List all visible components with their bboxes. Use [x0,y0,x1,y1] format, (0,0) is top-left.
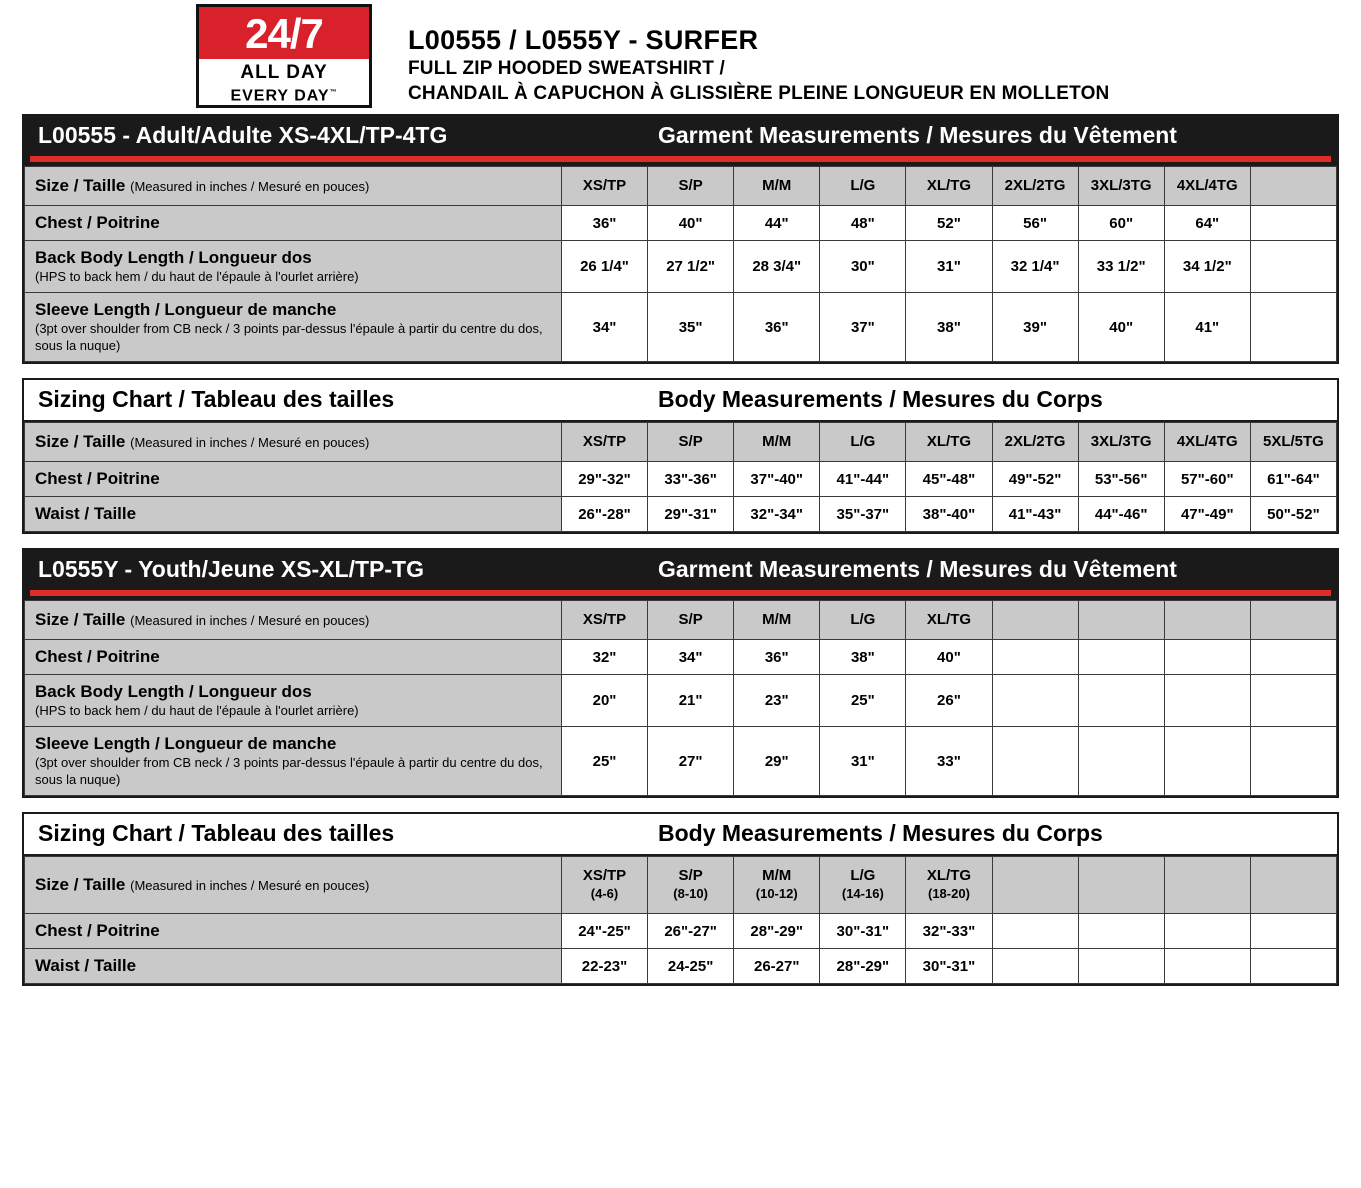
banner-right-adult-garment: Garment Measurements / Mesures du Vêtement [658,122,1177,148]
size-label-cell [25,601,562,640]
measurement-cell: 53"-56" [1078,462,1164,497]
table-row [25,675,1337,727]
size-header: M/M [734,423,820,462]
size-label-note: (Measured in inches / Mesuré en pouces) [130,178,370,194]
measurement-cell: 41" [1164,293,1250,362]
row-label-main: Sleeve Length / Longueur de manche [35,300,337,319]
measurement-cell: 28 3/4" [734,241,820,293]
measurement-cell: 26 1/4" [561,241,647,293]
measurement-cell: 27" [648,727,734,796]
size-header: S/P [648,601,734,640]
measurement-cell: 26" [906,675,992,727]
size-header: S/P [648,423,734,462]
row-label-sub: (HPS to back hem / du haut de l'épaule à l'ourlet arrière) [35,269,359,284]
size-header: L/G [820,601,906,640]
banner-wrap-adult-garment [24,116,1337,166]
red-accent-bar [30,590,1331,596]
table-row [25,206,1337,241]
measurement-cell: 40" [1078,293,1164,362]
size-header-empty [1078,857,1164,914]
row-label-cell [25,293,562,362]
size-header: 3XL/3TG [1078,167,1164,206]
measurement-cell: 34" [648,640,734,675]
banner-left-youth-garment: L0555Y - Youth/Jeune XS-XL/TP-TG [38,556,424,582]
banner-left-adult-body: Sizing Chart / Tableau des tailles [38,386,395,412]
size-header-age: (14-16) [841,886,884,901]
size-header-text: S/P [678,867,703,884]
banner-adult-body [24,380,1337,422]
logo-tagline [199,59,369,105]
row-label-main: Waist / Taille [35,504,137,523]
size-header-age: (8-10) [673,886,708,901]
measurement-cell: 27 1/2" [648,241,734,293]
size-label-note: (Measured in inches / Mesuré en pouces) [130,877,370,893]
size-label-main [35,175,551,197]
size-label-note: (Measured in inches / Mesuré en pouces) [130,434,370,450]
measurement-cell: 49"-52" [992,462,1078,497]
row-label-sub: (3pt over shoulder from CB neck / 3 points par-dessus l'épaule à partir du centre du dos, sous la nuque) [35,755,543,787]
measurement-cell: 36" [561,206,647,241]
table-row [25,914,1337,949]
measurement-cell: 36" [734,293,820,362]
measurement-cell: 32"-33" [906,914,992,949]
measurement-cell: 35"-37" [820,497,906,532]
measurement-cell-empty [992,675,1078,727]
measurement-cell-empty [1078,640,1164,675]
measurement-cell-empty [1078,727,1164,796]
page-subtitle-line1: FULL ZIP HOODED SWEATSHIRT / [408,58,725,79]
brand-logo [196,4,372,108]
size-header: 4XL/4TG [1164,423,1250,462]
table-adult-garment [24,166,1337,362]
measurement-cell: 24-25" [648,949,734,984]
measurement-cell: 40" [648,206,734,241]
size-header [820,857,906,914]
measurement-cell: 24"-25" [561,914,647,949]
row-label-cell [25,206,562,241]
measurement-cell-empty [1250,949,1336,984]
size-header: XS/TP [561,167,647,206]
size-header: L/G [820,167,906,206]
size-label-cell [25,857,562,914]
measurement-cell: 23" [734,675,820,727]
size-header [648,857,734,914]
measurement-cell: 39" [992,293,1078,362]
trademark-symbol: ™ [329,89,338,96]
size-header: S/P [648,167,734,206]
measurement-cell-empty [1078,675,1164,727]
measurement-cell: 52" [906,206,992,241]
measurement-cell: 32" [561,640,647,675]
size-header-text: XS/TP [582,867,627,884]
banner-youth-garment [24,550,1337,590]
size-header: 5XL/5TG [1250,423,1336,462]
table-row [25,293,1337,362]
measurement-cell: 30" [820,241,906,293]
section-adult-body [22,378,1339,534]
size-header-empty [992,601,1078,640]
measurement-cell-empty [1250,206,1336,241]
banner-right-youth-garment: Garment Measurements / Mesures du Vêtement [658,556,1177,582]
size-header: M/M [734,167,820,206]
measurement-cell: 32 1/4" [992,241,1078,293]
measurement-cell: 40" [906,640,992,675]
size-header: 3XL/3TG [1078,423,1164,462]
row-label-main: Chest / Poitrine [35,921,160,940]
measurement-cell: 21" [648,675,734,727]
measurement-cell-empty [1250,675,1336,727]
measurement-cell: 47"-49" [1164,497,1250,532]
row-label-main: Back Body Length / Longueur dos [35,682,312,701]
size-header-empty [992,857,1078,914]
measurement-cell: 29"-31" [648,497,734,532]
measurement-cell: 33"-36" [648,462,734,497]
row-label-cell [25,914,562,949]
measurement-cell: 34" [561,293,647,362]
size-header-text: L/G [850,867,876,884]
measurement-cell-empty [1250,727,1336,796]
measurement-cell: 26-27" [734,949,820,984]
size-header: 2XL/2TG [992,423,1078,462]
measurement-cell: 28"-29" [734,914,820,949]
measurement-cell: 29"-32" [561,462,647,497]
measurement-cell: 38" [820,640,906,675]
measurement-cell: 44" [734,206,820,241]
banner-left-adult-garment: L00555 - Adult/Adulte XS-4XL/TP-4TG [38,122,448,148]
table-adult-body [24,422,1337,532]
size-header: 4XL/4TG [1164,167,1250,206]
size-header-empty [1250,167,1336,206]
table-row [25,727,1337,796]
measurement-cell: 28"-29" [820,949,906,984]
table-header-row [25,857,1337,914]
measurement-cell-empty [1164,949,1250,984]
logo-tagline-line2-text: EVERY DAY [230,87,330,105]
table-header-row [25,601,1337,640]
measurement-cell: 36" [734,640,820,675]
measurement-cell: 41"-44" [820,462,906,497]
measurement-cell: 57"-60" [1164,462,1250,497]
row-label-main: Chest / Poitrine [35,647,160,666]
table-youth-garment [24,600,1337,796]
document-header [22,0,1339,114]
size-header-empty [1078,601,1164,640]
size-label-text: Size / Taille [35,431,126,451]
measurement-cell-empty [1250,241,1336,293]
measurement-cell: 30"-31" [820,914,906,949]
row-label-cell [25,727,562,796]
size-header-empty [1164,857,1250,914]
size-label-cell [25,167,562,206]
logo-tagline-line2 [230,83,337,105]
size-header [734,857,820,914]
logo-tagline-line1: ALL DAY [240,62,328,83]
size-header-empty [1250,601,1336,640]
table-row [25,462,1337,497]
size-header-age: (10-12) [755,886,798,901]
measurement-cell-empty [1164,914,1250,949]
table-header-row [25,423,1337,462]
logo-24-7: 24/7 [199,7,369,59]
size-label-note: (Measured in inches / Mesuré en pouces) [130,612,370,628]
size-header: M/M [734,601,820,640]
table-row [25,640,1337,675]
row-label-main: Chest / Poitrine [35,213,160,232]
measurement-cell: 48" [820,206,906,241]
size-header [561,857,647,914]
table-row [25,497,1337,532]
measurement-cell: 29" [734,727,820,796]
measurement-cell-empty [992,949,1078,984]
measurement-cell: 38" [906,293,992,362]
measurement-cell-empty [992,914,1078,949]
measurement-cell: 26"-27" [648,914,734,949]
size-label-main [35,609,551,631]
measurement-cell: 31" [820,727,906,796]
measurement-cell-empty [1078,949,1164,984]
measurement-cell: 26"-28" [561,497,647,532]
size-header-empty [1164,601,1250,640]
table-row [25,949,1337,984]
banner-wrap-youth-garment [24,550,1337,600]
measurement-cell: 35" [648,293,734,362]
measurement-cell: 25" [820,675,906,727]
row-label-cell [25,675,562,727]
row-label-cell [25,497,562,532]
table-youth-body [24,856,1337,984]
measurement-cell: 37" [820,293,906,362]
banner-left-youth-body: Sizing Chart / Tableau des tailles [38,820,395,846]
measurement-cell: 61"-64" [1250,462,1336,497]
banner-adult-garment [24,116,1337,156]
measurement-cell-empty [1164,727,1250,796]
measurement-cell: 31" [906,241,992,293]
size-header: 2XL/2TG [992,167,1078,206]
measurement-cell-empty [992,727,1078,796]
size-header: L/G [820,423,906,462]
size-label-text: Size / Taille [35,874,126,894]
page-title: L00555 / L0555Y - SURFER [408,25,759,55]
measurement-cell: 22-23" [561,949,647,984]
section-youth-garment [22,548,1339,798]
row-label-main: Back Body Length / Longueur dos [35,248,312,267]
measurement-cell: 41"-43" [992,497,1078,532]
banner-right-youth-body: Body Measurements / Mesures du Corps [658,820,1103,846]
measurement-cell: 64" [1164,206,1250,241]
measurement-cell-empty [992,640,1078,675]
size-label-text: Size / Taille [35,609,126,629]
size-header: XS/TP [561,423,647,462]
measurement-cell: 50"-52" [1250,497,1336,532]
size-header [906,857,992,914]
measurement-cell: 45"-48" [906,462,992,497]
size-label-text: Size / Taille [35,175,126,195]
measurement-cell: 20" [561,675,647,727]
banner-youth-body [24,814,1337,856]
measurement-cell-empty [1164,640,1250,675]
size-header-text: M/M [762,867,792,884]
banner-right-adult-body: Body Measurements / Mesures du Corps [658,386,1103,412]
row-label-cell [25,241,562,293]
measurement-cell: 37"-40" [734,462,820,497]
size-header-text: XL/TG [926,867,972,884]
row-label-sub: (HPS to back hem / du haut de l'épaule à l'ourlet arrière) [35,703,359,718]
size-header: XL/TG [906,601,992,640]
row-label-main: Chest / Poitrine [35,469,160,488]
size-header: XL/TG [906,423,992,462]
row-label-cell [25,949,562,984]
measurement-cell-empty [1078,914,1164,949]
row-label-main: Waist / Taille [35,956,137,975]
size-header-age: (18-20) [927,886,970,901]
section-adult-garment [22,114,1339,364]
section-youth-body [22,812,1339,986]
red-accent-bar [30,156,1331,162]
measurement-cell: 34 1/2" [1164,241,1250,293]
measurement-cell: 25" [561,727,647,796]
size-label-main [35,874,551,896]
title-block [408,4,1109,106]
measurement-cell-empty [1250,293,1336,362]
measurement-cell: 30"-31" [906,949,992,984]
measurement-cell-empty [1250,914,1336,949]
measurement-cell: 44"-46" [1078,497,1164,532]
measurement-cell: 38"-40" [906,497,992,532]
size-header-empty [1250,857,1336,914]
size-label-cell [25,423,562,462]
row-label-cell [25,640,562,675]
row-label-cell [25,462,562,497]
row-label-main: Sleeve Length / Longueur de manche [35,734,337,753]
size-label-main [35,431,551,453]
size-header: XS/TP [561,601,647,640]
measurement-cell: 32"-34" [734,497,820,532]
row-label-sub: (3pt over shoulder from CB neck / 3 points par-dessus l'épaule à partir du centre du dos, sous la nuque) [35,321,543,353]
measurement-cell: 60" [1078,206,1164,241]
measurement-cell: 56" [992,206,1078,241]
measurement-cell: 33 1/2" [1078,241,1164,293]
table-header-row [25,167,1337,206]
measurement-cell: 33" [906,727,992,796]
measurement-cell-empty [1164,675,1250,727]
page-subtitle-line2: CHANDAIL À CAPUCHON À GLISSIÈRE PLEINE LONGUEUR EN MOLLETON [408,83,1110,104]
size-header: XL/TG [906,167,992,206]
size-header-age: (4-6) [590,886,619,901]
measurement-cell-empty [1250,640,1336,675]
table-row [25,241,1337,293]
